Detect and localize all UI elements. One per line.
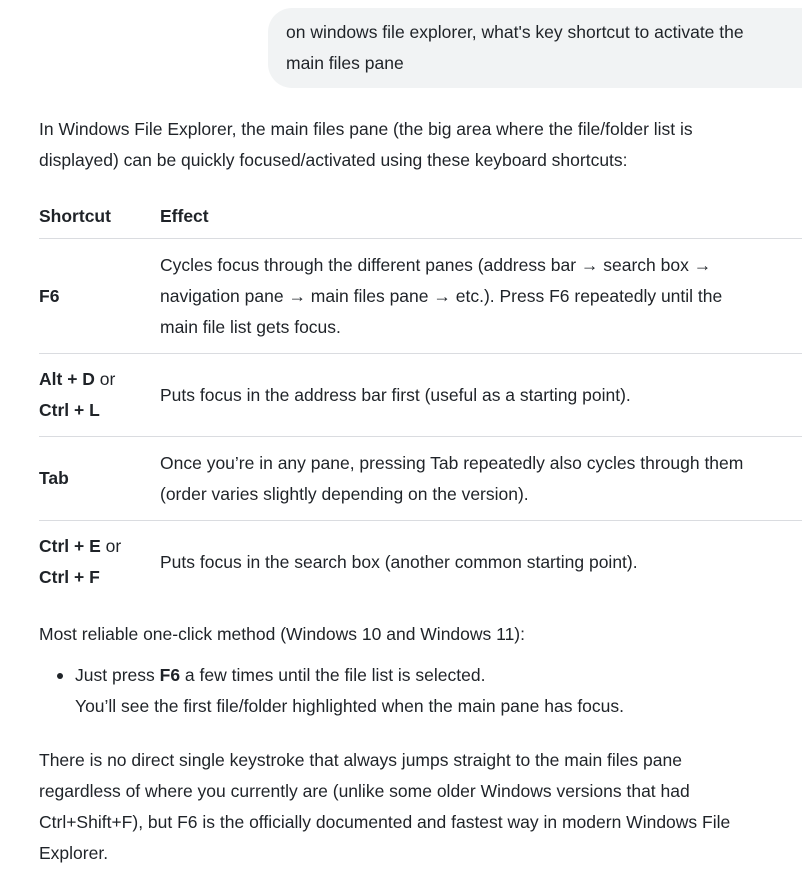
user-message-line: on windows file explorer, what's key shortcut to activate the — [286, 22, 744, 42]
bullet-suffix: a few times until the file list is selected. — [180, 665, 486, 685]
effect-cell — [160, 354, 802, 437]
effect-line: Puts focus in the search box (another common starting point). — [160, 551, 638, 572]
shortcut-cell — [39, 437, 160, 521]
header-shortcut: Shortcut — [39, 194, 160, 239]
list-item — [39, 660, 624, 722]
closing-line: There is no direct single keystroke that always jumps straight to the main files pane — [39, 750, 682, 770]
closing-paragraph — [39, 745, 799, 869]
shortcut-key: Ctrl + E — [39, 536, 101, 557]
table-row — [39, 239, 802, 354]
shortcut-key: Ctrl + F — [39, 567, 100, 588]
bullet-prefix: Just press — [75, 665, 160, 685]
shortcut-cell — [39, 521, 160, 604]
shortcuts-table — [39, 194, 802, 604]
table-header-row — [39, 194, 802, 239]
shortcut-key: Ctrl + L — [39, 400, 100, 420]
bullet-dot-icon — [57, 673, 63, 679]
table-row — [39, 437, 802, 521]
tips-list — [39, 660, 624, 722]
effect-line: Once you’re in any pane, pressing Tab repeatedly also cycles through them — [160, 452, 744, 473]
effect-cell — [160, 437, 802, 521]
shortcut-cell — [39, 239, 160, 354]
assistant-response — [39, 114, 802, 863]
effect-line: Puts focus in the address bar first (useful as a starting point). — [160, 384, 631, 405]
closing-line: Ctrl+Shift+F), but F6 is the officially documented and fastest way in modern Windows File — [39, 812, 731, 832]
intro-line: displayed) can be quickly focused/activated using these keyboard shortcuts: — [39, 150, 628, 170]
shortcut-key: Tab — [39, 468, 69, 488]
shortcut-key: F6 — [39, 285, 60, 306]
or-text: or — [94, 369, 116, 389]
table-row — [39, 354, 802, 437]
intro-line: In Windows File Explorer, the main files pane (the big area where the file/folder list is — [39, 119, 693, 139]
effect-cell — [160, 239, 802, 354]
effect-line: navigation pane → main files pane → etc.). Press F6 repeatedly until the — [160, 285, 723, 306]
bullet-bold-key: F6 — [159, 665, 181, 685]
intro-paragraph — [39, 114, 802, 176]
method-heading: Most reliable one-click method (Windows 10 and Windows 11): — [39, 624, 525, 644]
user-message-line: main files pane — [286, 53, 404, 73]
closing-line: Explorer. — [39, 843, 109, 863]
effect-line: main file list gets focus. — [160, 316, 341, 337]
closing-line: regardless of where you currently are (unlike some older Windows versions that had — [39, 781, 690, 801]
or-text: or — [100, 536, 122, 557]
effect-cell — [160, 521, 802, 604]
header-effect: Effect — [160, 194, 802, 239]
user-message-bubble — [268, 8, 802, 88]
effect-line: Cycles focus through the different panes (address bar → search box → — [160, 254, 712, 275]
bullet-line2: You’ll see the first file/folder highlighted when the main pane has focus. — [75, 696, 625, 716]
shortcut-key: Alt + D — [39, 369, 95, 389]
table-row — [39, 521, 802, 604]
effect-line: (order varies slightly depending on the version). — [160, 483, 529, 504]
shortcut-cell — [39, 354, 160, 437]
